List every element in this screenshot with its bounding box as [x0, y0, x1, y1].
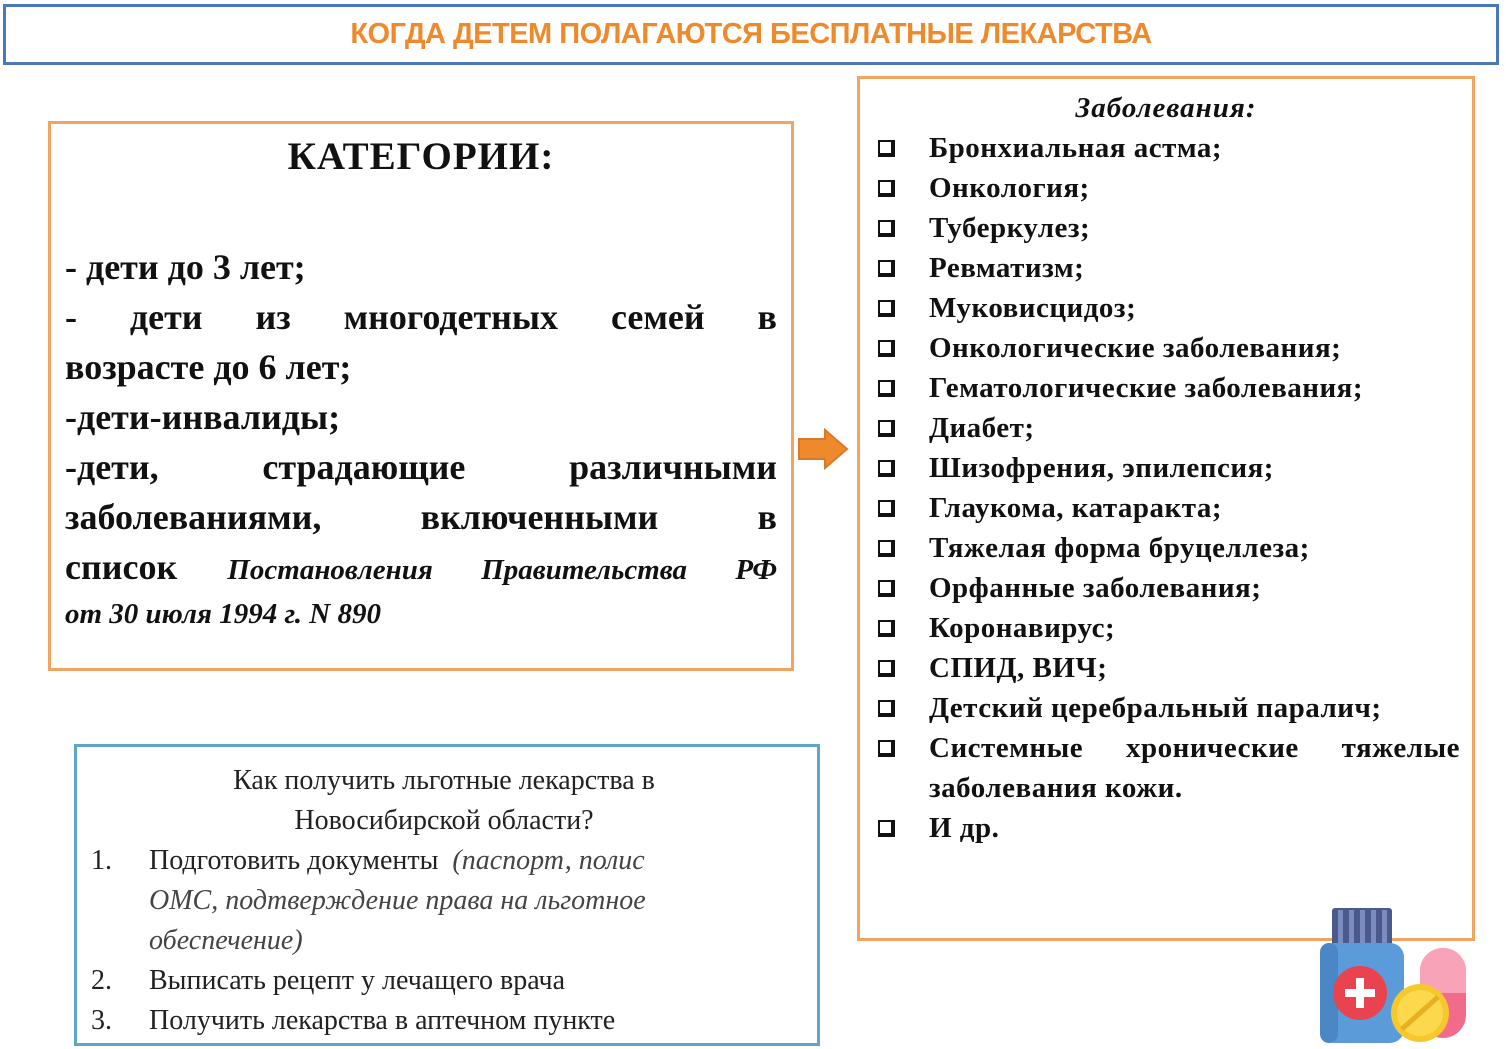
category-item: - дети до 3 лет; [65, 247, 306, 287]
right-arrow-icon [797, 428, 849, 470]
list-item: Онкология; [878, 168, 1460, 208]
category-item-continued: заболеваниями, включенными в [65, 497, 777, 537]
step-note: обеспечение) [149, 925, 303, 956]
list-word: список [65, 547, 178, 587]
checkbox-icon [878, 500, 895, 517]
list-item-continued: заболевания кожи. [929, 772, 1183, 804]
checkbox-icon [878, 740, 895, 757]
list-item: Туберкулез; [878, 208, 1460, 248]
step-item [91, 961, 797, 1001]
checkbox-icon [878, 580, 895, 597]
list-item: Ревматизм; [878, 248, 1460, 288]
page-title: КОГДА ДЕТЕМ ПОЛАГАЮТСЯ БЕСПЛАТНЫЕ ЛЕКАРСТВА [350, 18, 1152, 50]
how-to-panel [74, 744, 820, 1046]
step-number: 3. [91, 1005, 112, 1036]
checkbox-icon [878, 300, 895, 317]
category-item: -дети, страдающие различными [65, 447, 777, 487]
checkbox-icon [878, 820, 895, 837]
diseases-panel [857, 76, 1475, 941]
category-item-continued: возрасте до 6 лет; [65, 347, 352, 387]
steps-list [91, 841, 797, 1041]
list-item: И др. [878, 808, 1460, 848]
list-item: Тяжелая форма бруцеллеза; [878, 528, 1460, 568]
list-item: Системные хронические тяжелые [878, 728, 1460, 768]
how-to-title-line: Как получить льготные лекарства в [233, 765, 655, 796]
list-item: Муковисцидоз; [878, 288, 1460, 328]
checkbox-icon [878, 380, 895, 397]
category-item: -дети-инвалиды; [65, 397, 341, 437]
decree-reference: Постановления Правительства РФ [227, 554, 777, 586]
step-text: Получить лекарства в аптечном пункте [149, 1005, 616, 1036]
checkbox-icon [878, 660, 895, 677]
step-item [91, 1001, 797, 1041]
list-item: Гематологические заболевания; [878, 368, 1460, 408]
step-item [91, 841, 797, 961]
step-text: Подготовить документы [149, 845, 439, 876]
category-item-continued [65, 542, 777, 595]
list-item: Шизофрения, эпилепсия; [878, 448, 1460, 488]
checkbox-icon [878, 460, 895, 477]
checkbox-icon [878, 140, 895, 157]
step-text: Выписать рецепт у лечащего врача [149, 965, 566, 996]
decree-date: от 30 июля 1994 г. N 890 [65, 598, 381, 630]
list-item: Глаукома, катаракта; [878, 488, 1460, 528]
list-item: Диабет; [878, 408, 1460, 448]
step-number: 2. [91, 965, 112, 996]
checkbox-icon [878, 180, 895, 197]
list-item: Орфанные заболевания; [878, 568, 1460, 608]
checkbox-icon [878, 620, 895, 637]
categories-panel [48, 121, 794, 671]
step-number: 1. [91, 845, 112, 876]
list-item: СПИД, ВИЧ; [878, 648, 1460, 688]
category-item: - дети из многодетных семей в [65, 297, 777, 337]
medicine-illustration [1312, 905, 1482, 1045]
medicine-bottle-icon [1320, 908, 1404, 1043]
diseases-list [878, 128, 1460, 848]
step-note: ОМС, подтверждение права на льготное [149, 885, 646, 916]
checkbox-icon [878, 340, 895, 357]
how-to-title-line: Новосибирской области? [294, 805, 594, 836]
categories-heading: КАТЕГОРИИ: [287, 135, 555, 178]
checkbox-icon [878, 700, 895, 717]
list-item: Бронхиальная астма; [878, 128, 1460, 168]
list-item: Онкологические заболевания; [878, 328, 1460, 368]
step-note: (паспорт, полис [452, 845, 645, 876]
checkbox-icon [878, 540, 895, 557]
checkbox-icon [878, 220, 895, 237]
checkbox-icon [878, 420, 895, 437]
title-banner [3, 4, 1499, 65]
diseases-heading: Заболевания: [1075, 92, 1257, 124]
checkbox-icon [878, 260, 895, 277]
list-item: Детский церебральный паралич; [878, 688, 1460, 728]
list-item: Коронавирус; [878, 608, 1460, 648]
